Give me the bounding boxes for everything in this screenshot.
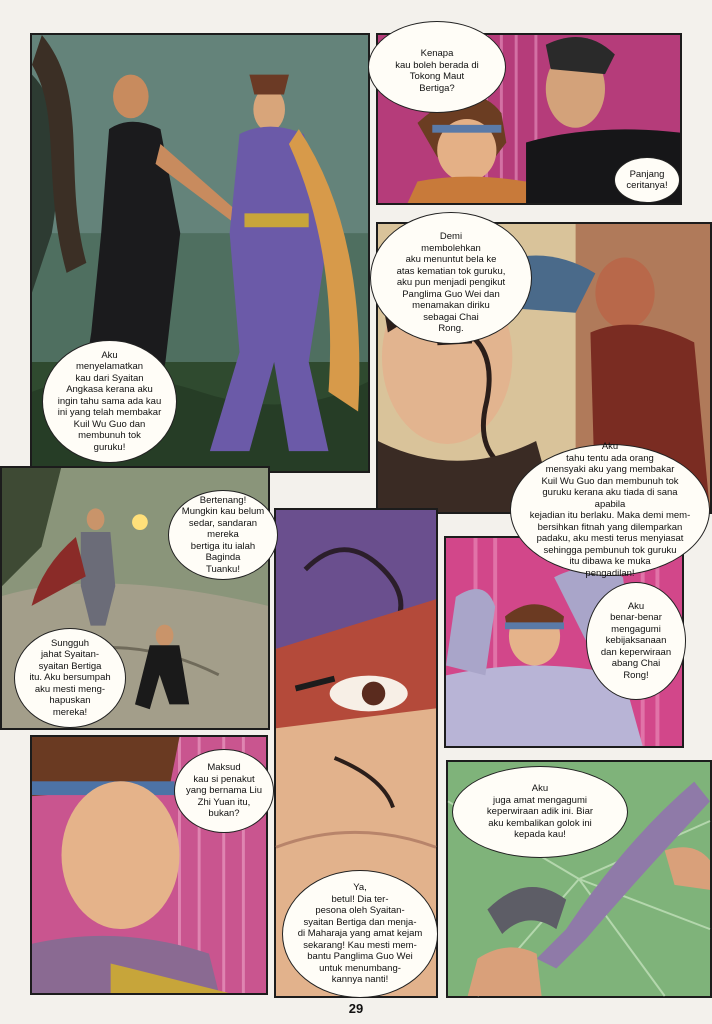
panel-dragon-tattoo xyxy=(274,508,438,998)
panel-forest-meeting xyxy=(30,33,370,473)
speech-bubble: Bertenang! Mungkin kau belum sedar, sandaran mereka bertiga itu ialah Baginda Tuanku! xyxy=(168,490,278,580)
page-number: 29 xyxy=(348,1001,364,1016)
speech-bubble: Aku juga amat mengagumi keperwiraan adik ini. Biar aku kembalikan golok ini kepada kau! xyxy=(452,766,628,858)
panel-rock-battle xyxy=(0,466,270,730)
speech-bubble: Panjang ceritanya! xyxy=(614,157,680,203)
speech-bubble: Ya, betul! Dia ter- pesona oleh Syaitan- syaitan Bertiga dan menja- di Maharaja yang amat kejam sekarang! Kau mesti mem- bantu Panglima Guo Wei untuk menumbang- kannya nanti! xyxy=(282,870,438,998)
speech-bubble: Kenapa kau boleh berada di Tokong Maut Bertiga? xyxy=(368,21,506,113)
speech-bubble: Aku menyelamatkan kau dari Syaitan Angkasa kerana aku ingin tahu sama ada kau ini yang telah membakar Kuil Wu Guo dan membunuh tok guruku! xyxy=(42,340,177,463)
speech-bubble: Maksud kau si penakut yang bernama Liu Zhi Yuan itu, bukan? xyxy=(174,749,274,833)
speech-bubble: Sungguh jahat Syaitan- syaitan Bertiga itu. Aku bersumpah aku mesti meng- hapuskan mereka! xyxy=(14,628,126,728)
speech-bubble: Demi membolehkan aku menuntut bela ke atas kematian tok guruku, aku pun menjadi pengikut Panglima Guo Wei dan menamakan diriku sebagai Chai Rong. xyxy=(370,212,532,344)
speech-bubble: Aku benar-benar mengagumi kebijaksanaan dan keperwiraan abang Chai Rong! xyxy=(586,582,686,700)
panel-sword-return xyxy=(446,760,712,998)
panel-hero-closeup xyxy=(30,735,268,995)
panel-question xyxy=(376,33,682,205)
panel-chai-rong-story xyxy=(376,222,712,579)
speech-bubble: Aku tahu tentu ada orang mensyaki aku yang membakar Kuil Wu Guo dan membunuh tok guruku kerana aku tiada di sana apabila kejadian itu berlaku. Maka demi mem- bersihkan fitnah yang dilemparkan padaku, aku mesti terus menyiasat sehingga pembunuh tok guruku itu dibawa ke muka pengadilan! xyxy=(510,444,710,576)
